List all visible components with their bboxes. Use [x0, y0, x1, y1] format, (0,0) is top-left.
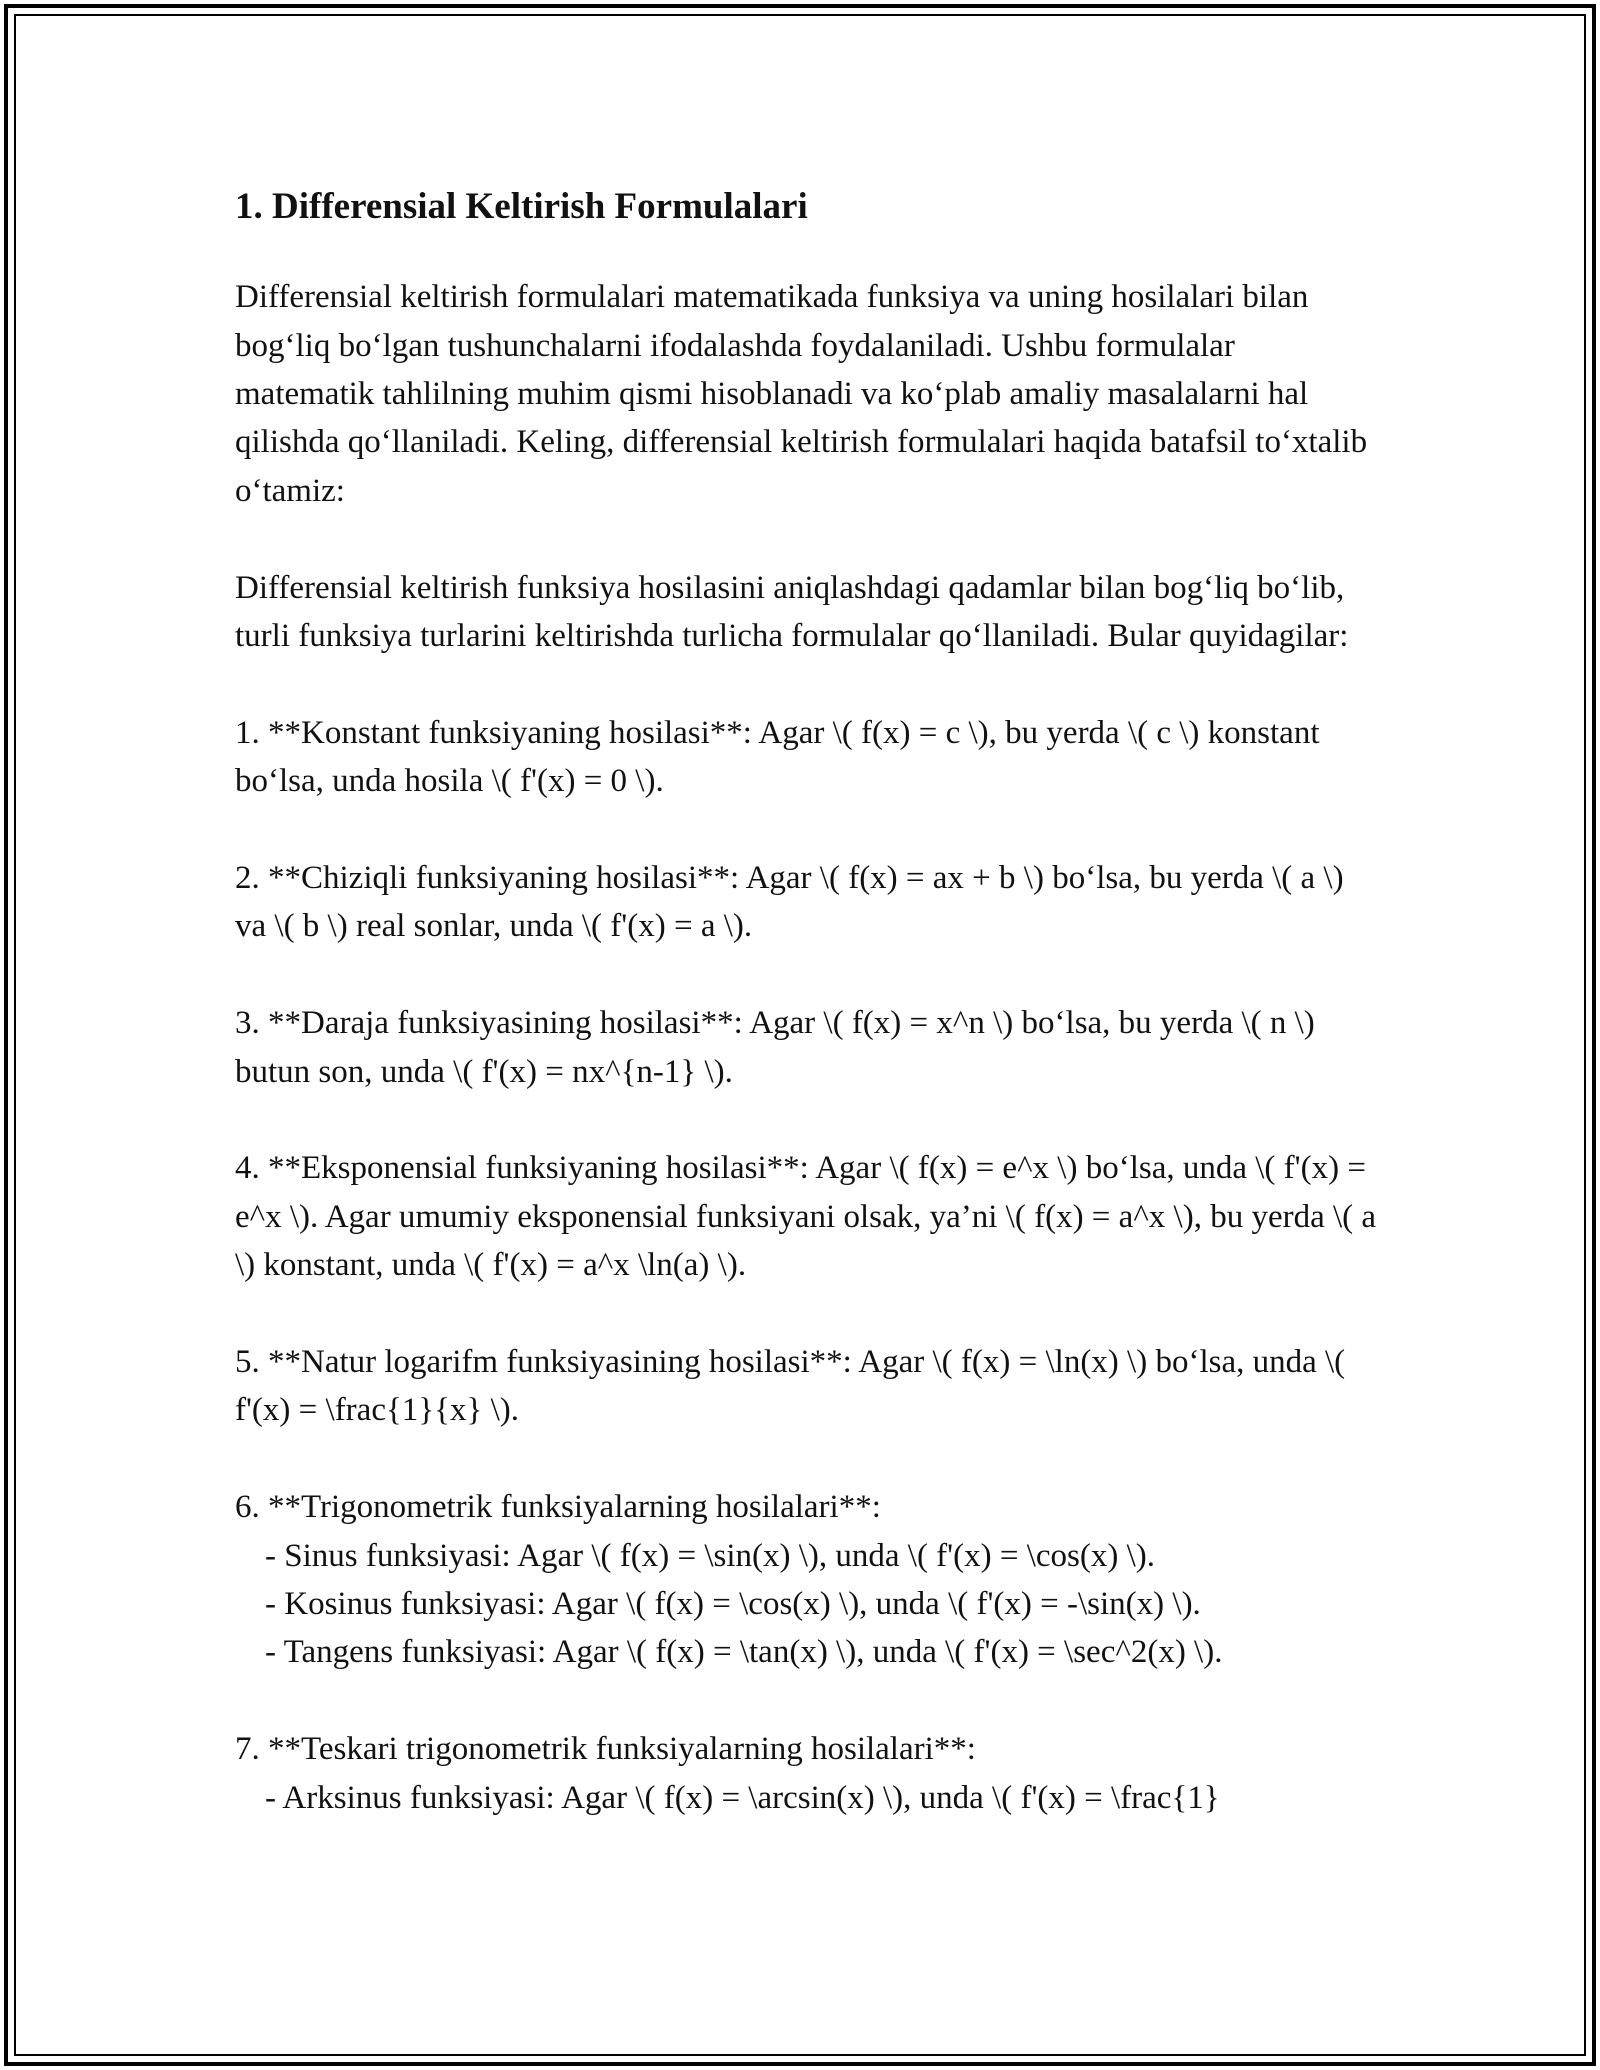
section-heading: 1. Differensial Keltirish Formulalari: [235, 186, 808, 227]
trig-sub-item: - Sinus funksiyasi: Agar \( f(x) = \sin(x) \), unda \( f'(x) = \cos(x) \).: [265, 1537, 1156, 1574]
trig-title: 6. **Trigonometrik funksiyalarning hosilalari**:: [235, 1489, 881, 1526]
list-item: 1. **Konstant funksiyaning hosilasi**: Agar \( f(x) = c \), bu yerda \( c \) konstant bo‘lsa, unda hosila \( f'(x) = 0 \).: [235, 714, 1328, 800]
list-item: 4. **Eksponensial funksiyaning hosilasi**: Agar \( f(x) = e^x \) bo‘lsa, unda \( f'(x) = e^x \). Agar umumiy eksponensial funksiyani olsak, ya’ni \( f(x) = a^x \), bu yerda \( a \) konstant, unda \( f'(x) = a^x \ln(a) \).: [235, 1150, 1385, 1284]
inverse-trig-sub-item: - Arksinus funksiyasi: Agar \( f(x) = \arcsin(x) \), unda \( f'(x) = \frac{1}: [265, 1779, 1220, 1816]
second-paragraph: Differensial keltirish funksiya hosilasini aniqlashdagi qadamlar bilan bog‘liq bo‘lib, turli funksiya turlarini keltirishda turlicha formulalar qo‘llaniladi. Bular quyidagilar:: [235, 569, 1353, 654]
inverse-trig-title: 7. **Teskari trigonometrik funksiyalarning hosilalari**:: [235, 1731, 976, 1768]
list-item: 5. **Natur logarifm funksiyasining hosilasi**: Agar \( f(x) = \ln(x) \) bo‘lsa, unda \( f'(x) = \frac{1}{x} \).: [235, 1343, 1354, 1429]
document-body: [235, 183, 1385, 1822]
intro-paragraph: Differensial keltirish formulalari matematikada funksiya va uning hosilalari bilan bog‘liq bo‘lgan tushunchalarni ifodalashda foydalaniladi. Ushbu formulalar matematik tahlilning muhim qismi hisoblanadi va ko‘plab amaliy masalalarni hal qilishda qo‘llaniladi. Keling, differensial keltirish formulalari haqida batafsil to‘xtalib o‘tamiz:: [235, 279, 1376, 509]
trig-sub-item: - Tangens funksiyasi: Agar \( f(x) = \tan(x) \), unda \( f'(x) = \sec^2(x) \).: [265, 1634, 1223, 1671]
list-item: 3. **Daraja funksiyasining hosilasi**: Agar \( f(x) = x^n \) bo‘lsa, bu yerda \( n \) butun son, unda \( f'(x) = nx^{n-1} \).: [235, 1005, 1324, 1090]
trig-sub-item: - Kosinus funksiyasi: Agar \( f(x) = \cos(x) \), unda \( f'(x) = -\sin(x) \).: [265, 1585, 1201, 1622]
list-item: 2. **Chiziqli funksiyaning hosilasi**: Agar \( f(x) = ax + b \) bo‘lsa, bu yerda \( a \) va \( b \) real sonlar, unda \( f'(x) = a \).: [235, 859, 1352, 945]
